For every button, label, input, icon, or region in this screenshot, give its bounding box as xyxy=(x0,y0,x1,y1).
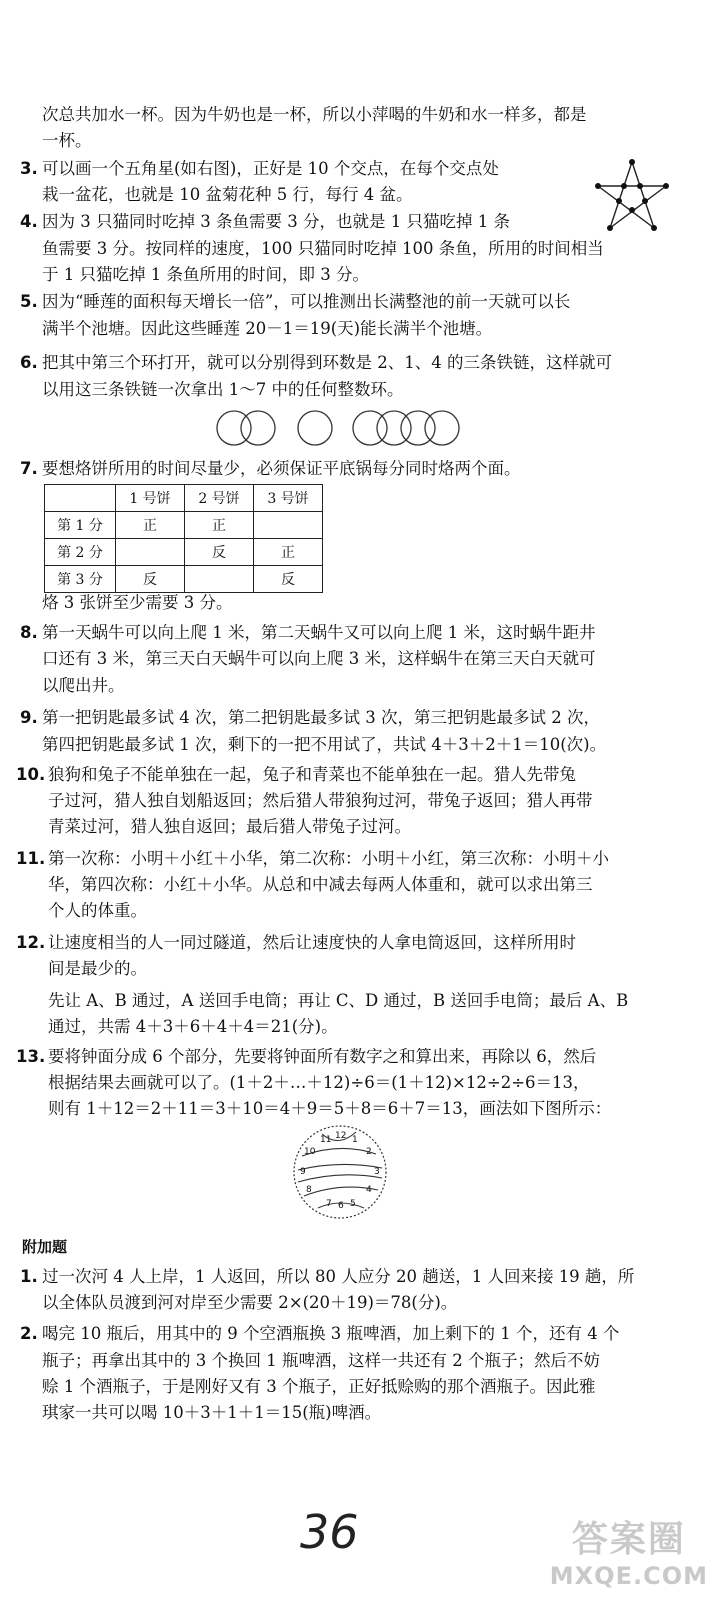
table-cell xyxy=(185,566,254,593)
clock-number: 11 xyxy=(320,1135,332,1145)
table-header-cell: 2 号饼 xyxy=(185,485,254,512)
section-title-extra: 附加题 xyxy=(22,1238,68,1256)
text-line: 次总共加水一杯。因为牛奶也是一杯，所以小萍喝的牛奶和水一样多，都是 xyxy=(42,105,587,124)
text-line: 瓶子；再拿出其中的 3 个换回 1 瓶啤酒，这样一共还有 2 个瓶子；然后不妨 xyxy=(42,1351,600,1370)
table-header-row xyxy=(45,485,323,512)
text-line: 第四把钥匙最多试 1 次，剩下的一把不用试了，共试 4＋3＋2＋1＝10(次)。 xyxy=(42,735,607,754)
text-line: 把其中第三个环打开，就可以分别得到环数是 2、1、4 的三条铁链，这样就可 xyxy=(42,353,612,372)
table-cell: 正 xyxy=(254,539,323,566)
clock-number: 8 xyxy=(306,1185,312,1195)
text-line: 栽一盆花，也就是 10 盆菊花种 5 行，每行 4 盆。 xyxy=(42,185,413,204)
text-line: 口还有 3 米，第三天白天蜗牛可以向上爬 3 米，这样蜗牛在第三天白天就可 xyxy=(42,649,596,668)
page-number: 36 xyxy=(300,1505,359,1559)
item-number: 13. xyxy=(16,1047,46,1066)
clock-number: 3 xyxy=(374,1167,380,1177)
star-diagram xyxy=(594,158,670,236)
text-line: 通过，共需 4＋3＋6＋4＋4＝21(分)。 xyxy=(48,1017,338,1036)
text-line: 因为“睡莲的面积每天增长一倍”，可以推测出长满整池的前一天就可以长 xyxy=(42,292,571,311)
text-line: 喝完 10 瓶后，用其中的 9 个空酒瓶换 3 瓶啤酒，加上剩下的 1 个，还有 4 个 xyxy=(42,1324,620,1343)
item-number: 9. xyxy=(20,708,38,727)
text-line: 先让 A、B 通过，A 送回手电筒；再让 C、D 通过，B 送回手电筒；最后 A、B xyxy=(48,991,629,1010)
clock-number: 10 xyxy=(304,1147,316,1157)
text-line: 让速度相当的人一同过隧道，然后让速度快的人拿电筒返回，这样所用时 xyxy=(48,933,576,952)
text-line: 以爬出井。 xyxy=(42,676,125,695)
text-line: 以用这三条铁链一次拿出 1～7 中的任何整数环。 xyxy=(42,380,404,399)
text-line: 第一把钥匙最多试 4 次，第二把钥匙最多试 3 次，第三把钥匙最多试 2 次， xyxy=(42,708,600,727)
item-number: 7. xyxy=(20,459,38,478)
text-line: 子过河，猎人独自划船返回；然后猎人带狼狗过河，带兔子返回；猎人再带 xyxy=(48,791,593,810)
text-line: 则有 1＋12＝2＋11＝3＋10＝4＋9＝5＋8＝6＋7＝13，画法如下图所示： xyxy=(48,1099,612,1118)
table-row xyxy=(45,539,323,566)
item-number: 2. xyxy=(20,1324,38,1343)
clock-number: 4 xyxy=(366,1185,372,1195)
text-line: 琪家一共可以喝 10＋3＋1＋1＝15(瓶)啤酒。 xyxy=(42,1403,382,1422)
clock-number: 5 xyxy=(350,1199,356,1209)
table-header-cell: 1 号饼 xyxy=(116,485,185,512)
table-cell: 第 3 分 xyxy=(45,566,116,593)
table-row xyxy=(45,512,323,539)
watermark xyxy=(550,1511,708,1590)
text-line: 第一次称：小明＋小红＋小华，第二次称：小明＋小红，第三次称：小明＋小 xyxy=(48,849,609,868)
text-line: 鱼需要 3 分。按同样的速度，100 只猫同时吃掉 100 条鱼，所用的时间相当 xyxy=(42,239,604,258)
table-cell: 第 1 分 xyxy=(45,512,116,539)
text-line: 个人的体重。 xyxy=(48,901,147,920)
table-cell: 反 xyxy=(185,539,254,566)
text-line: 狼狗和兔子不能单独在一起，兔子和青菜也不能单独在一起。猎人先带兔 xyxy=(48,765,576,784)
table-cell: 反 xyxy=(254,566,323,593)
clock-number: 7 xyxy=(326,1199,332,1209)
item-number: 4. xyxy=(20,212,38,231)
text-line: 第一天蜗牛可以向上爬 1 米，第二天蜗牛又可以向上爬 1 米，这时蜗牛距井 xyxy=(42,623,596,642)
watermark-logo: 答案圈 xyxy=(571,1519,686,1560)
table-cell: 第 2 分 xyxy=(45,539,116,566)
text-line: 间是最少的。 xyxy=(48,959,147,978)
clock-number: 6 xyxy=(338,1201,344,1211)
watermark-url: MXQE.COM xyxy=(549,1562,708,1590)
pancake-schedule-table xyxy=(44,484,323,593)
item-number: 8. xyxy=(20,623,38,642)
text-line: 烙 3 张饼至少需要 3 分。 xyxy=(42,593,233,612)
item-number: 3. xyxy=(20,159,38,178)
text-line: 要将钟面分成 6 个部分，先要将钟面所有数字之和算出来，再除以 6，然后 xyxy=(48,1047,597,1066)
chain-rings-diagram xyxy=(210,406,470,450)
item-number: 6. xyxy=(20,353,38,372)
text-line: 要想烙饼所用的时间尽量少，必须保证平底锅每分同时烙两个面。 xyxy=(42,459,521,478)
item-number: 11. xyxy=(16,849,46,868)
item-number: 1. xyxy=(20,1267,38,1286)
text-line: 可以画一个五角星(如右图)，正好是 10 个交点，在每个交点处 xyxy=(42,159,499,178)
clock-number: 12 xyxy=(335,1131,347,1141)
clock-face-diagram xyxy=(290,1122,390,1222)
text-line: 满半个池塘。因此这些睡莲 20－1＝19(天)能长满半个池塘。 xyxy=(42,319,493,338)
text-line: 于 1 只猫吃掉 1 条鱼所用的时间，即 3 分。 xyxy=(42,265,369,284)
item-number: 12. xyxy=(16,933,46,952)
text-line: 一杯。 xyxy=(42,131,92,150)
clock-number: 1 xyxy=(352,1135,358,1145)
text-line: 青菜过河，猎人独自返回；最后猎人带兔子过河。 xyxy=(48,817,411,836)
table-cell: 正 xyxy=(185,512,254,539)
text-line: 过一次河 4 人上岸，1 人返回，所以 80 人应分 20 趟送，1 人回来接 19 趟，所 xyxy=(42,1267,635,1286)
text-line: 以全体队员渡到河对岸至少需要 2×(20＋19)＝78(分)。 xyxy=(42,1293,458,1312)
text-line: 华，第四次称：小红＋小华。从总和中减去每两人体重和，就可以求出第三 xyxy=(48,875,593,894)
text-line: 因为 3 只猫同时吃掉 3 条鱼需要 3 分，也就是 1 只猫吃掉 1 条 xyxy=(42,212,510,231)
item-number: 5. xyxy=(20,292,38,311)
table-cell: 正 xyxy=(116,512,185,539)
table-cell xyxy=(254,512,323,539)
table-cell: 反 xyxy=(116,566,185,593)
text-line: 根据结果去画就可以了。(1＋2＋…＋12)÷6＝(1＋12)×12÷2÷6＝13， xyxy=(48,1073,590,1092)
item-number: 10. xyxy=(16,765,46,784)
clock-number: 2 xyxy=(366,1147,372,1157)
table-header-cell: 3 号饼 xyxy=(254,485,323,512)
text-line: 赊 1 个酒瓶子，于是刚好又有 3 个瓶子，正好抵赊购的那个酒瓶子。因此雅 xyxy=(42,1377,596,1396)
table-row xyxy=(45,566,323,593)
clock-number: 9 xyxy=(300,1167,306,1177)
table-cell xyxy=(116,539,185,566)
table-header-cell xyxy=(45,485,116,512)
